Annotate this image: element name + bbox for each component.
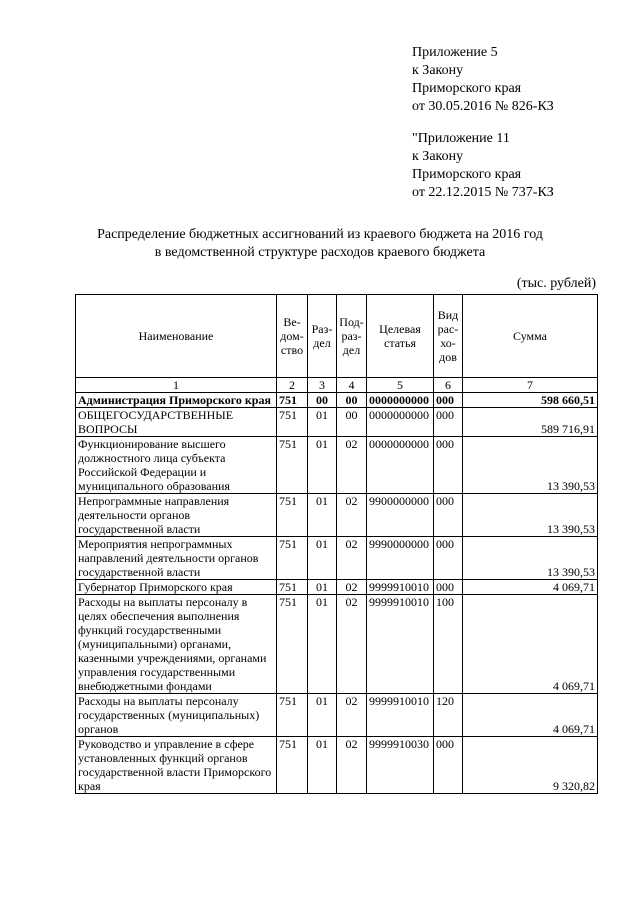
row-subsection: 00 (337, 393, 367, 408)
row-section: 01 (308, 537, 337, 580)
row-target: 9990000000 (367, 537, 434, 580)
row-target: 9999910010 (367, 694, 434, 737)
header-section: Раз-дел (308, 295, 337, 378)
row-type: 000 (434, 537, 463, 580)
units-label: (тыс. рублей) (516, 276, 596, 291)
row-target: 0000000000 (367, 408, 434, 437)
document-title (0, 226, 640, 262)
table-row (76, 737, 598, 794)
row-type: 000 (434, 437, 463, 494)
row-sum: 4 069,71 (463, 580, 598, 595)
row-subsection: 00 (337, 408, 367, 437)
row-name: Непрограммные направления деятельности органов государственной власти (76, 494, 277, 537)
row-name: Руководство и управление в сфере установленных функций органов государственной власти Приморского края (76, 737, 277, 794)
table-row (76, 537, 598, 580)
row-target: 9900000000 (367, 494, 434, 537)
row-name: Функционирование высшего должностного лица субъекта Российской Федерации и муниципального образования (76, 437, 277, 494)
row-name: Мероприятия непрограммных направлений деятельности органов государственной власти (76, 537, 277, 580)
row-subsection: 02 (337, 595, 367, 694)
row-section: 00 (308, 393, 337, 408)
row-section: 01 (308, 494, 337, 537)
table-row (76, 694, 598, 737)
row-type: 120 (434, 694, 463, 737)
row-section: 01 (308, 580, 337, 595)
row-subsection: 02 (337, 580, 367, 595)
table-row (76, 437, 598, 494)
row-sum: 4 069,71 (463, 694, 598, 737)
row-target: 9999910010 (367, 580, 434, 595)
header-type: Вид рас-хо-дов (434, 295, 463, 378)
budget-table (75, 294, 598, 794)
row-subsection: 02 (337, 694, 367, 737)
title-line-1: Распределение бюджетных ассигнований из краевого бюджета на 2016 год (97, 227, 543, 242)
col-number: 7 (463, 378, 598, 393)
appendix-11-line-4: от 22.12.2015 № 737-КЗ (412, 185, 554, 200)
row-type: 100 (434, 595, 463, 694)
row-sum: 13 390,53 (463, 437, 598, 494)
appendix-5-line-4: от 30.05.2016 № 826-КЗ (412, 99, 554, 114)
header-dept: Ве-дом-ство (277, 295, 308, 378)
row-dept: 751 (277, 595, 308, 694)
appendix-5-line-3: Приморского края (412, 81, 522, 96)
row-dept: 751 (277, 694, 308, 737)
row-type: 000 (434, 494, 463, 537)
row-section: 01 (308, 408, 337, 437)
row-sum: 4 069,71 (463, 595, 598, 694)
row-dept: 751 (277, 393, 308, 408)
appendix-11-block (412, 130, 554, 202)
col-number: 4 (337, 378, 367, 393)
appendix-11-line-3: Приморского края (412, 167, 522, 182)
appendix-5-block (412, 44, 554, 116)
row-subsection: 02 (337, 737, 367, 794)
row-dept: 751 (277, 494, 308, 537)
table-row (76, 595, 598, 694)
title-line-2: в ведомственной структуре расходов краевого бюджета (154, 245, 486, 260)
row-section: 01 (308, 737, 337, 794)
row-name: ОБЩЕГОСУДАРСТВЕННЫЕ ВОПРОСЫ (76, 408, 277, 437)
col-number: 1 (76, 378, 277, 393)
row-type: 000 (434, 580, 463, 595)
appendix-11-line-1: "Приложение 11 (412, 131, 510, 146)
row-name: Расходы на выплаты персоналу государственных (муниципальных) органов (76, 694, 277, 737)
appendix-11-line-2: к Закону (412, 149, 464, 164)
table-row (76, 494, 598, 537)
row-section: 01 (308, 595, 337, 694)
col-number: 6 (434, 378, 463, 393)
row-target: 9999910010 (367, 595, 434, 694)
row-dept: 751 (277, 580, 308, 595)
row-section: 01 (308, 437, 337, 494)
header-target: Целевая статья (367, 295, 434, 378)
row-subsection: 02 (337, 437, 367, 494)
header-sum: Сумма (463, 295, 598, 378)
header-subsection: Под-раз-дел (337, 295, 367, 378)
col-number: 5 (367, 378, 434, 393)
row-section: 01 (308, 694, 337, 737)
row-type: 000 (434, 737, 463, 794)
row-sum: 13 390,53 (463, 537, 598, 580)
row-type: 000 (434, 408, 463, 437)
header-name: Наименование (76, 295, 277, 378)
row-dept: 751 (277, 737, 308, 794)
table-row (76, 408, 598, 437)
row-name: Расходы на выплаты персоналу в целях обеспечения выполнения функций государственными (муниципальными) органами, казенными учреждениями, органами управления государственными внебюджетными фондами (76, 595, 277, 694)
row-dept: 751 (277, 437, 308, 494)
row-target: 0000000000 (367, 393, 434, 408)
table-row (76, 393, 598, 408)
row-target: 9999910030 (367, 737, 434, 794)
row-name: Администрация Приморского края (76, 393, 277, 408)
row-dept: 751 (277, 408, 308, 437)
row-type: 000 (434, 393, 463, 408)
col-number: 3 (308, 378, 337, 393)
row-target: 0000000000 (367, 437, 434, 494)
col-number: 2 (277, 378, 308, 393)
row-dept: 751 (277, 537, 308, 580)
column-number-row (76, 378, 598, 393)
table-row (76, 580, 598, 595)
row-sum: 13 390,53 (463, 494, 598, 537)
appendix-5-line-2: к Закону (412, 63, 464, 78)
appendix-5-line-1: Приложение 5 (412, 45, 498, 60)
table-header-row (76, 295, 598, 378)
row-subsection: 02 (337, 494, 367, 537)
row-sum: 589 716,91 (463, 408, 598, 437)
row-sum: 9 320,82 (463, 737, 598, 794)
row-sum: 598 660,51 (463, 393, 598, 408)
row-subsection: 02 (337, 537, 367, 580)
row-name: Губернатор Приморского края (76, 580, 277, 595)
